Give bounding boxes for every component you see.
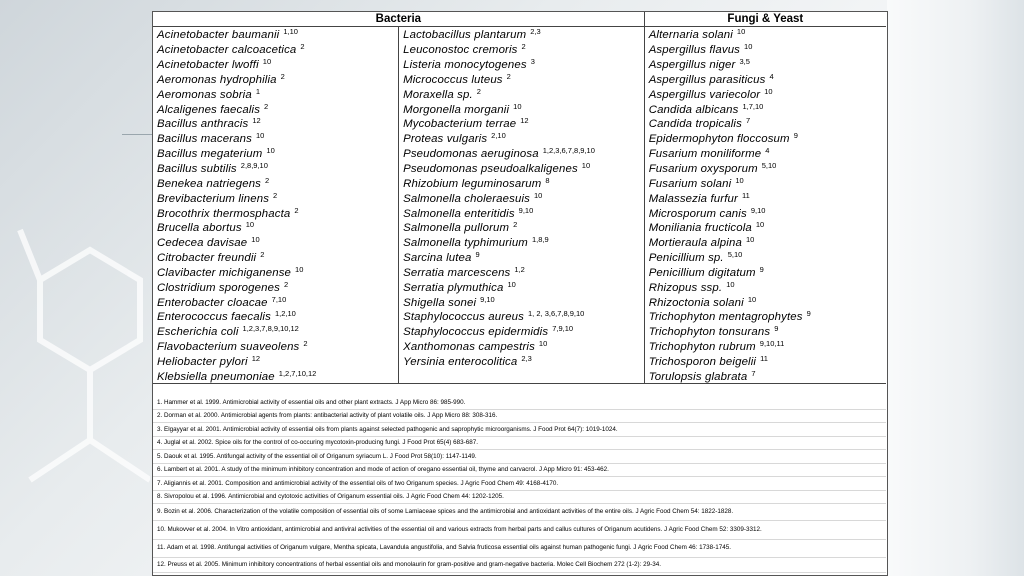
reference-numbers: 10: [245, 220, 255, 230]
reference-numbers: 9,10: [750, 205, 766, 215]
header-fungi-yeast: Fungi & Yeast: [644, 12, 886, 27]
reference-numbers: 2,3: [521, 353, 532, 363]
reference-numbers: 10: [262, 57, 272, 67]
organism-name: Fusarium oxysporum: [648, 163, 758, 176]
reference-numbers: 2: [283, 279, 289, 289]
reference-numbers: 3: [530, 57, 535, 67]
bacteria-cell-a: [153, 235, 399, 250]
organism-name: Fusarium solani: [648, 177, 732, 190]
table-row: [153, 57, 886, 72]
organism-name: Brucella abortus: [157, 222, 242, 235]
bacteria-cell-b: [399, 205, 645, 220]
bacteria-cell-b: [399, 86, 645, 101]
reference-numbers: 5,10: [727, 250, 743, 260]
reference-numbers: 10: [755, 220, 765, 230]
fungi-cell: [644, 339, 886, 354]
reference-text: 12. Preuss et al. 2005. Minimum inhibitory concentrations of herbal essential oils and monolaurin for gram-positive and gram-negative bacteria. Molec Cell Biochem 272 (1-2): 29-34.: [157, 560, 662, 568]
organism-name: Aspergillus flavus: [648, 44, 741, 57]
reference-numbers: 9: [793, 131, 798, 141]
reference-numbers: 10: [538, 339, 548, 349]
reference-numbers: 1,8,9: [531, 235, 549, 245]
reference-text: 10. Mukovver et al. 2004. In Vitro antioxidant, antimicrobial and antiviral activities of the essential oil and various extracts from herbal parts and callus cultures of Origanum acutidens. J Agric Food Chem 52: 3309-3312.: [157, 526, 762, 534]
reference-numbers: 10: [747, 294, 757, 304]
organism-name: Salmonella choleraesuis: [403, 192, 531, 205]
reference-numbers: 10: [534, 190, 543, 200]
reference-numbers: 7,9,10: [552, 324, 574, 334]
bacteria-cell-b: [399, 131, 645, 146]
reference-numbers: 1: [255, 86, 261, 96]
fungi-cell: [644, 220, 886, 235]
bacteria-cell-b: [399, 368, 645, 383]
reference-numbers: 7: [745, 116, 751, 126]
organism-name: Fusarium moniliforme: [648, 148, 762, 161]
bacteria-cell-a: [153, 116, 399, 131]
reference-numbers: 1,10: [283, 27, 298, 37]
table-row: [153, 220, 886, 235]
table-row: [153, 146, 886, 161]
fungi-cell: [644, 146, 886, 161]
data-table-frame: [152, 11, 888, 576]
reference-text: 7. Aligiannis et al. 2001. Composition and antimicrobial activity of the essential oils of two Origanum species. J Agric Food Chem 49: 4168-4170.: [157, 479, 559, 487]
bacteria-cell-a: [153, 27, 399, 42]
table-row: [153, 86, 886, 101]
bacteria-cell-b: [399, 27, 645, 42]
table-row: [153, 161, 886, 176]
fungi-cell: [644, 161, 886, 176]
table-row: [153, 250, 886, 265]
table-body: [153, 27, 886, 384]
reference-numbers: 1,7,10: [742, 101, 764, 111]
organism-name: Yersinia enterocolitica: [403, 355, 518, 368]
organism-name: Epidermophyton floccosum: [648, 133, 790, 146]
fungi-cell: [644, 27, 886, 42]
reference-text: 2. Dorman et al. 2000. Antimicrobial agents from plants: antibacterial activity of plant volatile oils. J App Micro 88: 308-316.: [157, 412, 498, 420]
fungi-cell: [644, 116, 886, 131]
fungi-cell: [644, 131, 886, 146]
reference-numbers: 4: [765, 146, 770, 156]
bacteria-cell-b: [399, 101, 645, 116]
bacteria-cell-b: [399, 339, 645, 354]
organism-name: Morgonella morganii: [403, 103, 510, 116]
bacteria-cell-b: [399, 294, 645, 309]
organism-name: Alternaria solani: [648, 29, 733, 42]
bacteria-cell-a: [153, 205, 399, 220]
organism-name: Microsporum canis: [648, 207, 747, 220]
reference-text: 9. Bozin et al. 2006. Characterization of the volatile composition of essential oils of some Lamiaceae spices and the antimicrobial and antioxidant activities of the entire oils. J Agric Food Chem 54: 1822-1828.: [157, 508, 734, 516]
organism-name: Enterobacter cloacae: [157, 296, 268, 309]
molecule-watermark-icon: [0, 190, 150, 570]
reference-text: 1. Hammer et al. 1999. Antimicrobial activity of essential oils and other plant extracts. J App Micro 86: 985-990.: [157, 398, 466, 406]
table-row: [153, 205, 886, 220]
reference-numbers: 2: [521, 42, 526, 52]
organism-name: Trichophyton mentagrophytes: [648, 311, 803, 324]
table-row: [153, 235, 886, 250]
fungi-cell: [644, 101, 886, 116]
bacteria-cell-b: [399, 265, 645, 280]
fungi-cell: [644, 190, 886, 205]
bacteria-cell-b: [399, 309, 645, 324]
table-row: [153, 309, 886, 324]
reference-item: [153, 450, 886, 464]
bacteria-cell-b: [399, 146, 645, 161]
reference-numbers: 8: [545, 175, 550, 185]
fungi-cell: [644, 294, 886, 309]
organism-name: Rhizopus ssp.: [648, 281, 723, 294]
reference-numbers: 2: [300, 42, 305, 52]
reference-numbers: 9: [475, 250, 480, 260]
table-row: [153, 27, 886, 42]
bacteria-cell-a: [153, 220, 399, 235]
reference-numbers: 10: [764, 86, 773, 96]
reference-numbers: 9: [759, 264, 764, 274]
organism-name: Alcaligenes faecalis: [157, 103, 261, 116]
fungi-cell: [644, 42, 886, 57]
organism-name: Bacillus subtilis: [157, 163, 237, 176]
reference-numbers: 10: [581, 161, 591, 171]
table-row: [153, 116, 886, 131]
organism-name: Flavobacterium suaveolens: [157, 341, 300, 354]
organism-name: Bacillus anthracis: [157, 118, 249, 131]
reference-numbers: 10: [735, 175, 744, 185]
reference-numbers: 1,2,10: [274, 309, 296, 319]
reference-item: [153, 423, 886, 437]
organism-name: Leuconostoc cremoris: [403, 44, 518, 57]
reference-numbers: 2: [506, 71, 511, 81]
bacteria-cell-a: [153, 279, 399, 294]
bacteria-cell-a: [153, 265, 399, 280]
bacteria-cell-a: [153, 101, 399, 116]
reference-numbers: 7,10: [271, 294, 287, 304]
header-bacteria: Bacteria: [153, 12, 644, 27]
reference-numbers: 10: [255, 131, 265, 141]
table-row: [153, 175, 886, 190]
organism-name: Acinetobacter lwoffi: [157, 59, 259, 72]
bacteria-cell-a: [153, 354, 399, 369]
reference-numbers: 3,5: [739, 57, 750, 67]
organism-name: Klebsiella pneumoniae: [157, 370, 275, 383]
references-list: [153, 396, 886, 573]
bacteria-cell-b: [399, 72, 645, 87]
table-row: [153, 265, 886, 280]
table-row: [153, 294, 886, 309]
reference-numbers: 9,10: [518, 205, 534, 215]
reference-item: [153, 540, 886, 558]
reference-numbers: 5,10: [761, 161, 777, 171]
organism-name: Acinetobacter baumanii: [157, 29, 280, 42]
organism-name: Salmonella typhimurium: [403, 237, 528, 250]
organism-name: Lactobacillus plantarum: [403, 29, 527, 42]
organism-name: Moraxella sp.: [403, 88, 473, 101]
reference-numbers: 1, 2, 3,6,7,8,9,10: [528, 309, 585, 319]
bacteria-cell-a: [153, 368, 399, 383]
table-row: [153, 339, 886, 354]
organism-name: Malassezia furfur: [648, 192, 738, 205]
bacteria-cell-a: [153, 250, 399, 265]
fungi-cell: [644, 175, 886, 190]
table-row: [153, 190, 886, 205]
organism-name: Serratia plymuthica: [403, 281, 504, 294]
reference-numbers: 2,3: [530, 27, 541, 37]
fungi-cell: [644, 235, 886, 250]
organism-name: Salmonella enteritidis: [403, 207, 515, 220]
reference-numbers: 11: [760, 353, 768, 363]
reference-numbers: 2: [513, 220, 518, 230]
bacteria-cell-a: [153, 324, 399, 339]
organism-name: Penicillium digitatum: [648, 266, 756, 279]
reference-numbers: 10: [736, 27, 746, 37]
organism-name: Clostridium sporogenes: [157, 281, 280, 294]
reference-item: [153, 437, 886, 451]
reference-numbers: 2: [280, 71, 285, 81]
reference-numbers: 10: [726, 279, 735, 289]
reference-item: [153, 396, 886, 410]
bacteria-cell-b: [399, 354, 645, 369]
bacteria-cell-a: [153, 175, 399, 190]
bacteria-cell-a: [153, 131, 399, 146]
reference-numbers: 10: [295, 264, 304, 274]
reference-numbers: 1,2,7,10,12: [278, 368, 317, 378]
organism-name: Mycobacterium terrae: [403, 118, 517, 131]
reference-item: [153, 521, 886, 540]
reference-numbers: 2: [303, 339, 308, 349]
bacteria-cell-b: [399, 220, 645, 235]
fungi-cell: [644, 205, 886, 220]
reference-numbers: 10: [745, 235, 755, 245]
organism-name: Serratia marcescens: [403, 266, 511, 279]
bacteria-cell-b: [399, 175, 645, 190]
fungi-cell: [644, 324, 886, 339]
organism-name: Escherichia coli: [157, 326, 239, 339]
bacteria-cell-a: [153, 339, 399, 354]
reference-item: [153, 477, 886, 491]
bacteria-cell-b: [399, 235, 645, 250]
table-row: [153, 101, 886, 116]
bacteria-cell-b: [399, 250, 645, 265]
reference-text: 4. Juglal et al. 2002. Spice oils for the control of co-occuring mycotoxin-producing fungi. J Food Prot 65(4) 683-687.: [157, 439, 478, 447]
bacteria-cell-a: [153, 161, 399, 176]
fungi-cell: [644, 57, 886, 72]
bacteria-cell-a: [153, 146, 399, 161]
reference-item: [153, 464, 886, 478]
organism-name: Torulopsis glabrata: [648, 370, 748, 383]
fungi-cell: [644, 265, 886, 280]
reference-text: 11. Adam et al. 1998. Antifungal activities of Origanum vulgare, Mentha spicata, Lavandula angustifolia, and Salvia fruticosa essential oils against human pathogenic fungi. J Agric Food Chem 46: 1738-1745.: [157, 544, 731, 552]
table-row: [153, 324, 886, 339]
table-row: [153, 42, 886, 57]
organism-name: Rhizobium leguminosarum: [403, 177, 542, 190]
reference-numbers: 12: [252, 116, 261, 126]
organism-table: [153, 12, 886, 384]
organism-name: Trichosporon beigelii: [648, 355, 757, 368]
reference-numbers: 2,10: [491, 131, 506, 141]
reference-numbers: 1,2,3,7,8,9,10,12: [242, 324, 299, 334]
decorative-line: [122, 134, 154, 135]
bacteria-cell-a: [153, 190, 399, 205]
reference-numbers: 9,10: [480, 294, 495, 304]
organism-name: Micrococcus luteus: [403, 73, 503, 86]
bacteria-cell-b: [399, 161, 645, 176]
reference-numbers: 4: [769, 71, 774, 81]
organism-name: Pseudomonas pseudoalkaligenes: [403, 163, 578, 176]
fungi-cell: [644, 72, 886, 87]
organism-name: Mortieraula alpina: [648, 237, 742, 250]
bacteria-cell-b: [399, 57, 645, 72]
bacteria-cell-a: [153, 294, 399, 309]
reference-text: 3. Elgayyar et al. 2001. Antimicrobial activity of essential oils from plants against selected pathogenic and saprophytic microorganisms. J Food Prot 64(7): 1019-1024.: [157, 425, 618, 433]
organism-name: Trichophyton rubrum: [648, 341, 756, 354]
organism-name: Xanthomonas campestris: [403, 341, 535, 354]
reference-numbers: 9,10,11: [759, 339, 785, 349]
reference-numbers: 10: [266, 146, 275, 156]
reference-numbers: 2: [265, 175, 270, 185]
organism-name: Aspergillus variecolor: [648, 88, 761, 101]
organism-name: Acinetobacter calcoacetica: [157, 44, 297, 57]
table-row: [153, 354, 886, 369]
reference-numbers: 10: [251, 235, 260, 245]
reference-text: 5. Daouk et al. 1995. Antifungal activity of the essential oil of Origanum syriacum L. J Food Prot 58(10): 1147-1149.: [157, 452, 477, 460]
reference-numbers: 1,2: [514, 264, 525, 274]
organism-name: Staphylococcus epidermidis: [403, 326, 549, 339]
organism-name: Heliobacter pylori: [157, 355, 248, 368]
organism-name: Aeromonas sobria: [157, 88, 252, 101]
organism-name: Citrobacter freundii: [157, 252, 257, 265]
slide-side-panel: [887, 0, 1024, 576]
organism-name: Clavibacter michiganense: [157, 266, 292, 279]
fungi-cell: [644, 86, 886, 101]
organism-name: Pseudomonas aeruginosa: [403, 148, 539, 161]
reference-numbers: 2: [273, 190, 278, 200]
reference-numbers: 11: [741, 190, 750, 200]
organism-name: Bacillus megaterium: [157, 148, 263, 161]
organism-name: Moniliania fructicola: [648, 222, 752, 235]
bacteria-cell-b: [399, 190, 645, 205]
reference-item: [153, 410, 886, 424]
table-header-row: [153, 12, 886, 27]
bacteria-cell-b: [399, 324, 645, 339]
organism-name: Cedecea davisae: [157, 237, 248, 250]
table-row: [153, 279, 886, 294]
reference-numbers: 9: [806, 309, 811, 319]
reference-text: 6. Lambert et al. 2001. A study of the minimum inhibitory concentration and mode of action of oregano essential oil, thyme and carvacrol. J App Micro 91: 453-462.: [157, 466, 609, 474]
reference-numbers: 10: [513, 101, 522, 111]
table-row: [153, 72, 886, 87]
reference-numbers: 12: [251, 353, 261, 363]
organism-name: Brocothrix thermosphacta: [157, 207, 291, 220]
reference-numbers: 7: [751, 368, 756, 378]
organism-name: Rhizoctonia solani: [648, 296, 744, 309]
organism-name: Listeria monocytogenes: [403, 59, 527, 72]
organism-name: Aspergillus parasiticus: [648, 73, 766, 86]
reference-numbers: 10: [507, 279, 516, 289]
reference-numbers: 2: [476, 86, 481, 96]
organism-name: Salmonella pullorum: [403, 222, 510, 235]
organism-name: Trichophyton tonsurans: [648, 326, 771, 339]
table-row: [153, 368, 886, 383]
bacteria-cell-a: [153, 42, 399, 57]
reference-numbers: 2: [260, 250, 265, 260]
bacteria-cell-a: [153, 57, 399, 72]
bacteria-cell-b: [399, 42, 645, 57]
reference-numbers: 10: [744, 42, 753, 52]
table-row: [153, 131, 886, 146]
organism-name: Candida albicans: [648, 103, 739, 116]
organism-name: Brevibacterium linens: [157, 192, 270, 205]
bacteria-cell-a: [153, 309, 399, 324]
reference-item: [153, 504, 886, 521]
bacteria-cell-b: [399, 116, 645, 131]
organism-name: Benekea natriegens: [157, 177, 262, 190]
reference-item: [153, 558, 886, 573]
organism-name: Enterococcus faecalis: [157, 311, 271, 324]
bacteria-cell-b: [399, 279, 645, 294]
organism-name: Aeromonas hydrophilia: [157, 73, 277, 86]
reference-item: [153, 491, 886, 505]
reference-numbers: 2: [264, 101, 269, 111]
bacteria-cell-a: [153, 86, 399, 101]
organism-name: Candida tropicalis: [648, 118, 742, 131]
organism-name: Aspergillus niger: [648, 59, 736, 72]
fungi-cell: [644, 309, 886, 324]
organism-name: Shigella sonei: [403, 296, 477, 309]
organism-name: Penicillium sp.: [648, 252, 724, 265]
bacteria-cell-a: [153, 72, 399, 87]
fungi-cell: [644, 354, 886, 369]
reference-numbers: 9: [774, 324, 779, 334]
reference-numbers: 1,2,3,6,7,8,9,10: [542, 146, 595, 156]
fungi-cell: [644, 368, 886, 383]
organism-name: Staphylococcus aureus: [403, 311, 525, 324]
organism-name: Bacillus macerans: [157, 133, 252, 146]
organism-name: Sarcina lutea: [403, 252, 472, 265]
organism-name: Proteas vulgaris: [403, 133, 488, 146]
reference-numbers: 12: [520, 116, 529, 126]
reference-numbers: 2,8,9,10: [240, 161, 268, 171]
fungi-cell: [644, 250, 886, 265]
reference-numbers: 2: [294, 205, 299, 215]
reference-text: 8. Sivropolou et al. 1996. Antimicrobial and cytotoxic activities of Origanum essential oils. J Agric Food Chem 44: 1202-1205.: [157, 493, 504, 501]
fungi-cell: [644, 279, 886, 294]
